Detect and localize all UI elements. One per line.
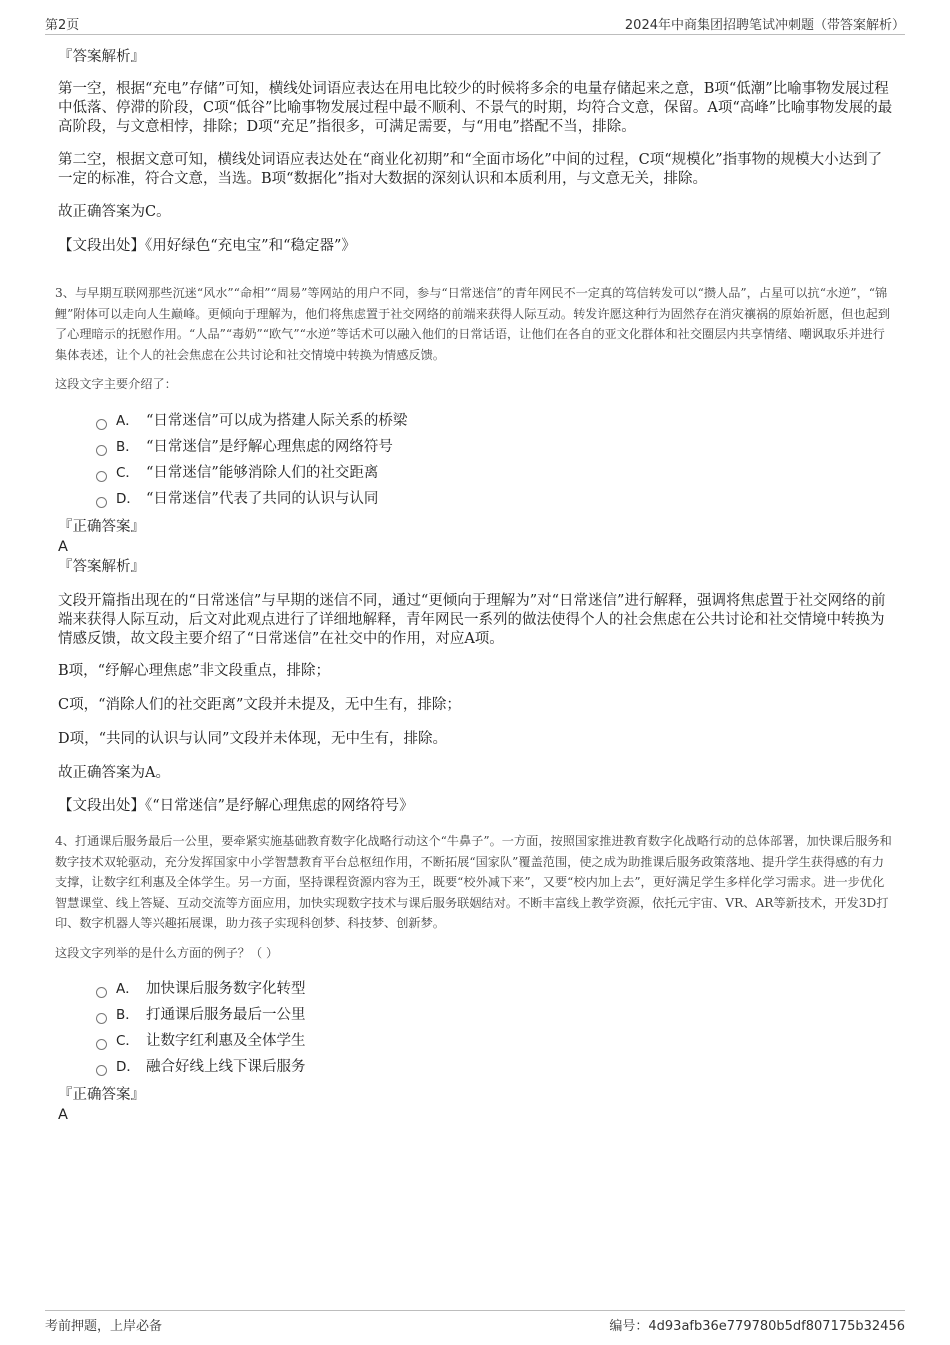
q4-correct-label: 『正确答案』 <box>58 1087 145 1103</box>
option-text: 打通课后服务最后一公里 <box>146 1007 306 1023</box>
q4-option-c[interactable] <box>96 1031 306 1051</box>
q3-question-text: 3、与早期互联网那些沉迷“风水”“命相”“周易”等网站的用户不同，参与“日常迷信”的青年网民不一定真的笃信转发可以“攒人品”，占星可以抗“水逆”，“锦鲤”附体可以走向人生巅峰。更倾向于理解为，他们将焦虑置于社交网络的前端来获得人际互动。转发许愿这种行为固然存在消灾禳祸的原始祈愿，但也起到了心理暗示的抚慰作用。“人品”“毒奶”“欧气”“水逆”等话术可以融入他们的日常话语，让他们在各自的亚文化群体和社交圈层内共享情绪、嘲讽取乐并进行集体表述，让个人的社会焦虑在公共讨论和社交情境中转换为情感反馈。 <box>55 286 890 362</box>
q3-analysis-c: C项，“消除人们的社交距离”文段并未提及，无中生有，排除； <box>58 697 461 713</box>
q3-analysis-para1: 文段开篇指出现在的“日常迷信”与早期的迷信不同，通过“更倾向于理解为”对“日常迷信”进行解释，强调将焦虑置于社交网络的前端来获得人际互动，后文对此观点进行了详细地解释，青年网民一系列的做法使得个人的社会焦虑在公共讨论和社交情境中转换为情感反馈，故文段主要介绍了“日常迷信”在社交中的作用，对应A项。 <box>58 593 886 647</box>
q3-correct-answer: A <box>58 539 68 555</box>
q3-prompt: 这段文字主要介绍了： <box>55 377 177 391</box>
option-letter: C． <box>116 465 139 481</box>
q2-analysis-para1: 第一空，根据“充电”存储”可知，横线处词语应表达在用电比较少的时候将多余的电量存储起来之意，B项“低潮”比喻事物发展过程中低落、停滞的阶段，C项“低谷”比喻事物发展过程中最不顺利、不景气的时期，均符合文意，保留。A项“高峰”比喻事物发展的最高阶段，与文意相悖，排除；D项“充足”指很多，可满足需要，与“用电”搭配不当，排除。 <box>58 81 893 135</box>
radio-icon[interactable] <box>96 419 107 430</box>
option-letter: B． <box>116 439 139 455</box>
page-footer <box>45 1310 905 1341</box>
radio-icon[interactable] <box>96 1065 107 1076</box>
document-id: 编号：4d93afb36e779780b5df807175b32456 <box>609 1319 905 1334</box>
q4-correct-answer: A <box>58 1107 68 1123</box>
q4-prompt: 这段文字列举的是什么方面的例子？（ ） <box>55 946 279 960</box>
q2-source: 【文段出处】《用好绿色“充电宝”和“稳定器”》 <box>58 238 356 254</box>
q2-conclusion: 故正确答案为C。 <box>58 204 171 220</box>
q3-analysis-label: 『答案解析』 <box>58 559 145 575</box>
q3-option-b[interactable] <box>96 437 393 457</box>
q3-option-d[interactable] <box>96 489 378 509</box>
option-text: “日常迷信”可以成为搭建人际关系的桥梁 <box>146 413 408 429</box>
option-text: 融合好线上线下课后服务 <box>146 1059 306 1075</box>
page-header <box>45 12 905 35</box>
q3-analysis-d: D项，“共同的认识与认同”文段并未体现，无中生有，排除。 <box>58 731 447 747</box>
option-letter: D． <box>116 1059 140 1075</box>
option-text: “日常迷信”能够消除人们的社交距离 <box>146 465 379 481</box>
radio-icon[interactable] <box>96 497 107 508</box>
radio-icon[interactable] <box>96 445 107 456</box>
q3-source: 【文段出处】《“日常迷信”是纾解心理焦虑的网络符号》 <box>58 798 414 814</box>
radio-icon[interactable] <box>96 987 107 998</box>
option-letter: D． <box>116 491 140 507</box>
option-text: “日常迷信”代表了共同的认识与认同 <box>146 491 379 507</box>
option-text: 让数字红利惠及全体学生 <box>146 1033 306 1049</box>
radio-icon[interactable] <box>96 1013 107 1024</box>
option-text: “日常迷信”是纾解心理焦虑的网络符号 <box>146 439 393 455</box>
radio-icon[interactable] <box>96 1039 107 1050</box>
q2-analysis-label: 『答案解析』 <box>58 49 145 65</box>
option-text: 加快课后服务数字化转型 <box>146 981 306 997</box>
q3-correct-label: 『正确答案』 <box>58 519 145 535</box>
q4-option-b[interactable] <box>96 1005 306 1025</box>
document-title: 2024年中商集团招聘笔试冲刺题（带答案解析） <box>624 18 905 33</box>
q4-option-a[interactable] <box>96 979 306 999</box>
option-letter: B． <box>116 1007 139 1023</box>
option-letter: C． <box>116 1033 139 1049</box>
option-letter: A． <box>116 413 139 429</box>
page-number: 第2页 <box>45 18 80 33</box>
q3-option-a[interactable] <box>96 411 407 431</box>
q4-question-text: 4、打通课后服务最后一公里，要牵紧实施基础教育数字化战略行动这个“牛鼻子”。一方面，按照国家推进教育数字化战略行动的总体部署，加快课后服务和数字技术双轮驱动，充分发挥国家中小学智慧教育平台总枢纽作用，不断拓展“国家队”覆盖范围，使之成为助推课后服务政策落地、提升学生获得感的有力支撑，让数字红利惠及全体学生。另一方面，坚持课程资源内容为王，既要“校外减下来”，又要“校内加上去”，更好满足学生多样化学习需求。进一步优化智慧课堂、线上答疑、互动交流等方面应用，加快实现数字技术与课后服务联姻结对。不断丰富线上教学资源，依托元宇宙、VR、AR等新技术，开发3D打印、数字机器人等兴趣拓展课，助力孩子实现科创梦、科技梦、创新梦。 <box>55 834 892 930</box>
q3-conclusion: 故正确答案为A。 <box>58 765 170 781</box>
option-letter: A． <box>116 981 139 997</box>
footer-slogan: 考前押题，上岸必备 <box>45 1319 163 1334</box>
q3-option-c[interactable] <box>96 463 378 483</box>
q3-analysis-b: B项，“纾解心理焦虑”非文段重点，排除； <box>58 663 330 679</box>
q2-analysis-para2: 第二空，根据文意可知，横线处词语应表达处在“商业化初期”和“全面市场化”中间的过程，C项“规模化”指事物的规模大小达到了一定的标准，符合文意，当选。B项“数据化”指对大数据的深刻认识和本质利用，与文意无关，排除。 <box>58 152 883 187</box>
q4-option-d[interactable] <box>96 1057 306 1077</box>
radio-icon[interactable] <box>96 471 107 482</box>
